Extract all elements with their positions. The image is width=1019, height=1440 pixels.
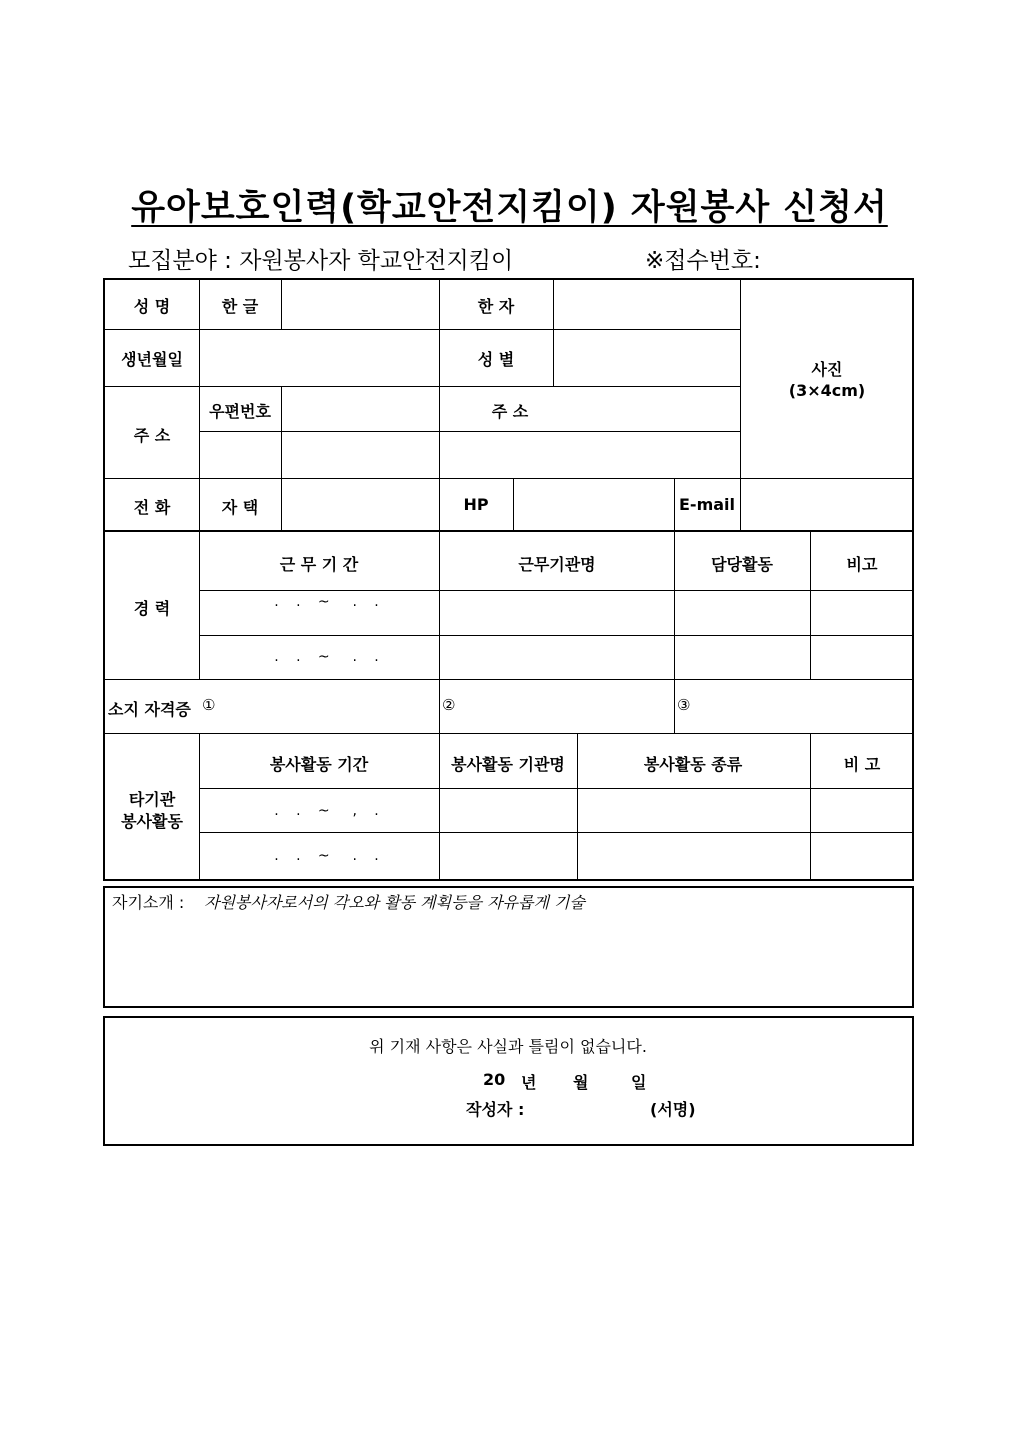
hangul-label: 한 글	[221, 297, 259, 316]
volunteer-header-type: 봉사활동 종류	[643, 755, 743, 774]
volunteer-header-note: 비 고	[843, 755, 881, 774]
license-item-2[interactable]: ②	[442, 696, 456, 714]
address-sub-label: 주 소	[491, 402, 529, 421]
career-row-1-duty-field[interactable]	[676, 592, 809, 634]
photo-label: 사진	[811, 360, 843, 379]
career-row-2-org-field[interactable]	[441, 637, 673, 678]
volunteer-header-org: 봉사활동 기관명	[451, 755, 565, 774]
postcode-field[interactable]	[201, 433, 280, 477]
career-row-1-org-field[interactable]	[441, 592, 673, 634]
career-header-org: 근무기관명	[518, 555, 596, 574]
birth-label: 생년월일	[121, 350, 183, 369]
home-phone-label: 자 택	[221, 498, 259, 517]
volunteer-row-2-type-field[interactable]	[579, 834, 809, 879]
license-item-1[interactable]: ①	[202, 696, 216, 714]
volunteer-header-period: 봉사활동 기간	[269, 755, 369, 774]
email-label: E-mail	[678, 495, 736, 514]
address-label: 주 소	[133, 426, 171, 445]
volunteer-row-2-period[interactable]: . . ~ . .	[274, 848, 380, 864]
career-row-2-period[interactable]: . . ~ . .	[274, 649, 380, 665]
volunteer-row-1-org-field[interactable]	[441, 790, 576, 831]
date-year: 20	[483, 1070, 506, 1089]
career-row-1-period[interactable]: . . ~ . .	[274, 594, 380, 610]
volunteer-label-line1: 타기관	[128, 790, 176, 809]
hangul-name-field[interactable]	[283, 281, 438, 328]
date-year-unit: 년	[521, 1073, 537, 1092]
self-intro-hint: 자원봉사자로서의 각오와 활동 계획등을 자유롭게 기술	[204, 893, 585, 912]
receipt-number-label: ※접수번호:	[645, 248, 761, 274]
hanja-label: 한 자	[477, 297, 515, 316]
declaration-statement: 위 기재 사항은 사실과 틀림이 없습니다.	[369, 1037, 647, 1056]
license-label: 소지 자격증	[108, 700, 191, 719]
career-header-note: 비고	[846, 555, 878, 574]
date-month-unit: 월	[573, 1073, 589, 1092]
email-field[interactable]	[742, 480, 911, 529]
writer-name-field[interactable]	[540, 1094, 640, 1118]
gender-label: 성 별	[477, 350, 515, 369]
career-row-2-duty-field[interactable]	[676, 637, 809, 678]
career-header-period: 근 무 기 간	[279, 555, 359, 574]
volunteer-row-1-period[interactable]: . . ~ , .	[274, 803, 380, 819]
license-item-3[interactable]: ③	[677, 696, 691, 714]
volunteer-row-2-org-field[interactable]	[441, 834, 576, 879]
volunteer-row-1-type-field[interactable]	[579, 790, 809, 831]
address-field[interactable]	[283, 433, 739, 477]
photo-size-label: (3×4cm)	[788, 381, 866, 400]
signature-label[interactable]: (서명)	[650, 1100, 696, 1119]
career-header-duty: 담당활동	[711, 555, 773, 574]
gender-field[interactable]	[555, 331, 739, 385]
form-title: 유아보호인력(학교안전지킴이) 자원봉사 신청서	[131, 188, 888, 228]
career-label: 경 력	[133, 599, 171, 618]
hp-label: HP	[463, 495, 489, 514]
writer-label: 작성자 :	[466, 1100, 525, 1119]
volunteer-row-1-note-field[interactable]	[812, 790, 911, 831]
birth-date-field[interactable]	[201, 331, 438, 385]
self-intro-label: 자기소개 :	[112, 893, 185, 912]
volunteer-row-2-note-field[interactable]	[812, 834, 911, 879]
date-day-unit: 일	[631, 1073, 647, 1092]
hp-field[interactable]	[515, 480, 673, 529]
volunteer-label-line2: 봉사활동	[121, 812, 183, 831]
phone-label: 전 화	[133, 498, 171, 517]
name-label: 성 명	[133, 297, 171, 316]
career-row-2-note-field[interactable]	[812, 637, 911, 678]
career-row-1-note-field[interactable]	[812, 592, 911, 634]
postcode-label: 우편번호	[209, 402, 271, 421]
home-phone-field[interactable]	[283, 480, 438, 529]
recruit-field-text: 모집분야 : 자원봉사자 학교안전지킴이	[128, 248, 514, 274]
hanja-name-field[interactable]	[555, 281, 739, 328]
